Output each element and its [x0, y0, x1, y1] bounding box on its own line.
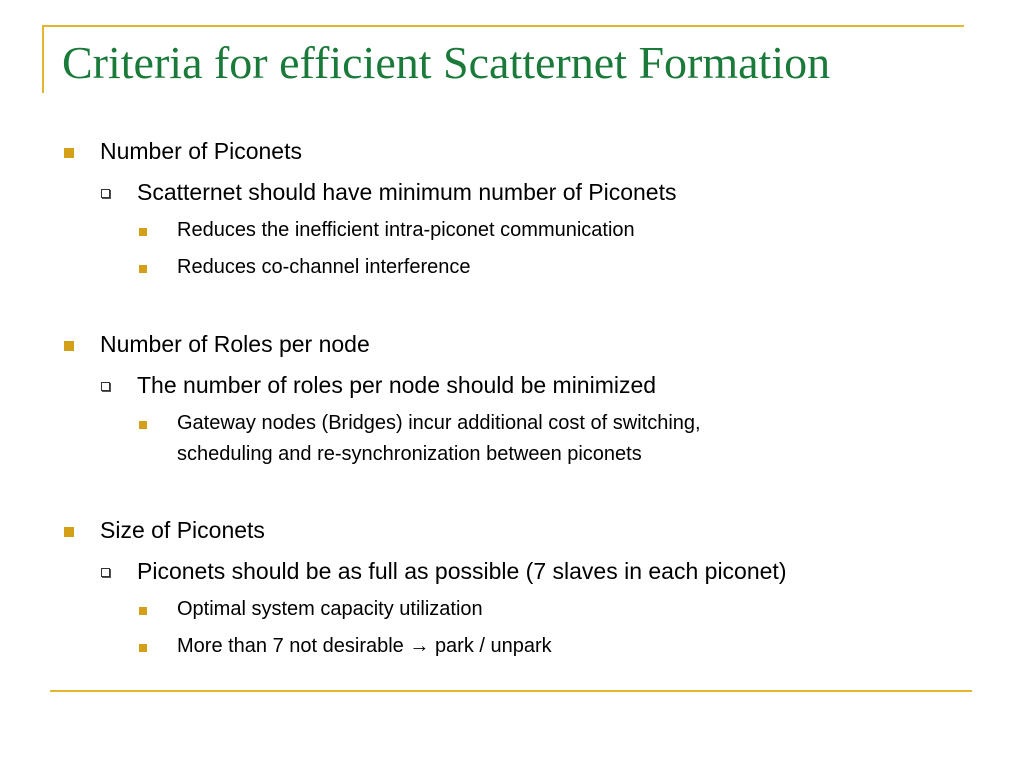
section-heading-roles-per-node: Number of Roles per node — [100, 331, 370, 357]
footer-rule — [50, 690, 972, 692]
bullet-square-icon — [64, 341, 74, 351]
sub-bullet-hollow-square-icon — [101, 568, 110, 577]
sub-point-roles-minimized: The number of roles per node should be minimized — [137, 372, 657, 398]
sub-bullet-hollow-square-icon — [101, 189, 110, 198]
sub-point-minimum-piconets: Scatternet should have minimum number of Piconets — [137, 179, 677, 205]
detail-co-channel-interference: Reduces co-channel interference — [177, 256, 471, 278]
section-heading-number-of-piconets: Number of Piconets — [100, 138, 302, 164]
section-heading-size-of-piconets: Size of Piconets — [100, 517, 265, 543]
park-unpark-text-before: More than 7 not desirable — [177, 635, 404, 657]
detail-gateway-nodes-cost-line-1: Gateway nodes (Bridges) incur additional cost of switching, — [177, 412, 701, 434]
bullet-square-icon — [64, 148, 74, 158]
sub-bullet-hollow-square-icon — [101, 382, 110, 391]
sub-point-full-piconets: Piconets should be as full as possible (7 slaves in each piconet) — [137, 558, 787, 584]
bullet-square-icon — [139, 607, 147, 615]
bullet-square-icon — [139, 644, 147, 652]
detail-gateway-nodes-cost-line-2: scheduling and re-synchronization between piconets — [177, 443, 642, 465]
bullet-square-icon — [64, 527, 74, 537]
title-frame-vertical-rule — [42, 25, 44, 93]
detail-capacity-utilization: Optimal system capacity utilization — [177, 598, 483, 620]
park-unpark-text-after: park / unpark — [434, 635, 552, 657]
slide-title: Criteria for efficient Scatternet Formation — [62, 37, 831, 88]
bullet-square-icon — [139, 228, 147, 236]
bullet-square-icon — [139, 265, 147, 273]
right-arrow-icon: → — [409, 635, 430, 657]
bullet-square-icon — [139, 421, 147, 429]
detail-intra-piconet-communication: Reduces the inefficient intra-piconet communication — [177, 219, 635, 241]
detail-park-unpark — [177, 635, 552, 658]
title-frame-top-rule — [42, 25, 964, 27]
